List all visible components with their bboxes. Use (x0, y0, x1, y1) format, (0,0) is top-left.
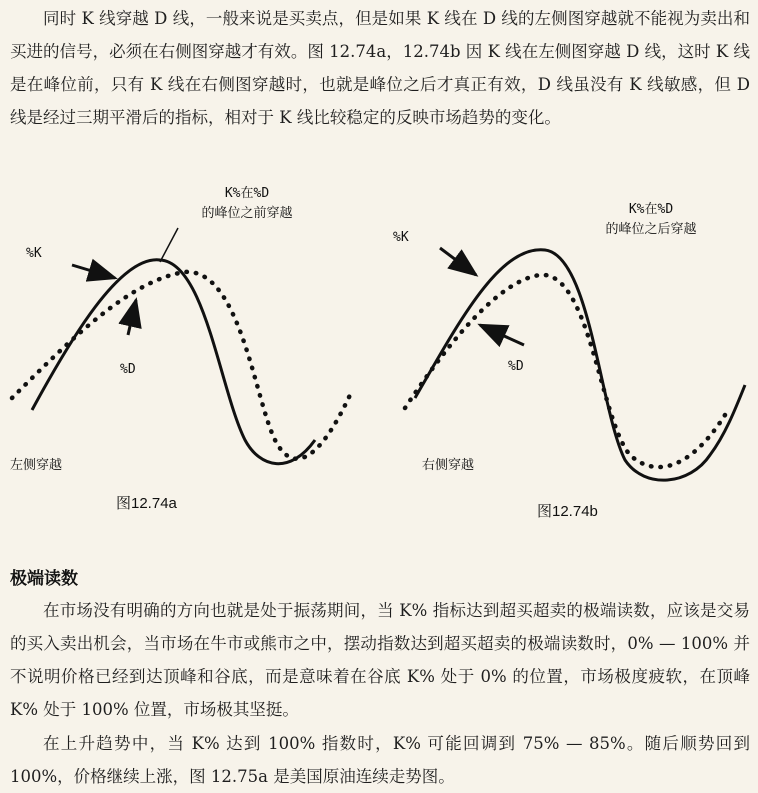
side-label-left: 左侧穿越 (10, 458, 63, 473)
caption-left: 图12.74a (116, 495, 177, 512)
annotation-left (192, 184, 302, 224)
k-label-right: %K (393, 230, 409, 245)
paragraph-2: 在市场没有明确的方向也就是处于振荡期间，当 K% 指标达到超买超卖的极端读数，应该是交易的买入卖出机会，当市场在牛市或熊市之中，摆动指数达到超买超卖的极端读数时，0% — 100% 并不说明价格已经到达顶峰和谷底，而是意味着在谷底 K% 处于 0% 的位置，市场极度疲软，在顶峰 K% 处于 100% 位置，市场极其坚挺。 (10, 601, 750, 719)
annotation-left-line2: 的峰位之前穿越 (201, 206, 293, 221)
k-label-left: %K (26, 246, 42, 261)
annotation-right-line2: 的峰位之后穿越 (605, 222, 697, 237)
figure-right (405, 248, 745, 480)
d-arrow-left (128, 300, 136, 335)
annotation-right (596, 200, 706, 240)
d-label-left: %D (120, 362, 136, 377)
annotation-left-line1: K%在%D (224, 186, 270, 201)
section-heading: 极端读数 (10, 569, 78, 589)
annotation-pointer-left (160, 228, 178, 262)
caption-right: 图12.74b (537, 503, 598, 520)
annotation-right-line1: K%在%D (628, 202, 674, 217)
paragraph-1: 同时 K 线穿越 D 线，一般来说是买卖点，但是如果 K 线在 D 线的左侧图穿越就不能视为卖出和买进的信号，必须在右侧图穿越才有效。图 12.74a，12.74b 因 K 线在左侧图穿越 D 线，这时 K 线是在峰位前，只有 K 线在右侧图穿越时，也就是峰位之后才真正有效，D 线虽没有 K 线敏感，但 D 线是经过三期平滑后的指标，相对于 K 线比较稳定的反映市场趋势的变化。 (10, 9, 750, 127)
k-arrow-left (72, 265, 115, 278)
d-label-right: %D (508, 359, 524, 374)
side-label-right: 右侧穿越 (422, 458, 475, 473)
d-line-right (405, 275, 725, 467)
k-arrow-right (440, 248, 476, 275)
paragraph-3: 在上升趋势中，当 K% 达到 100% 指数时，K% 可能回调到 75% — 85%。随后顺势回到 100%，价格继续上涨，图 12.75a 是美国原油连续走势图。 (10, 734, 750, 786)
figure-left (12, 228, 350, 464)
d-line-left (12, 272, 350, 459)
k-line-right (415, 250, 745, 480)
d-arrow-right (480, 325, 524, 345)
